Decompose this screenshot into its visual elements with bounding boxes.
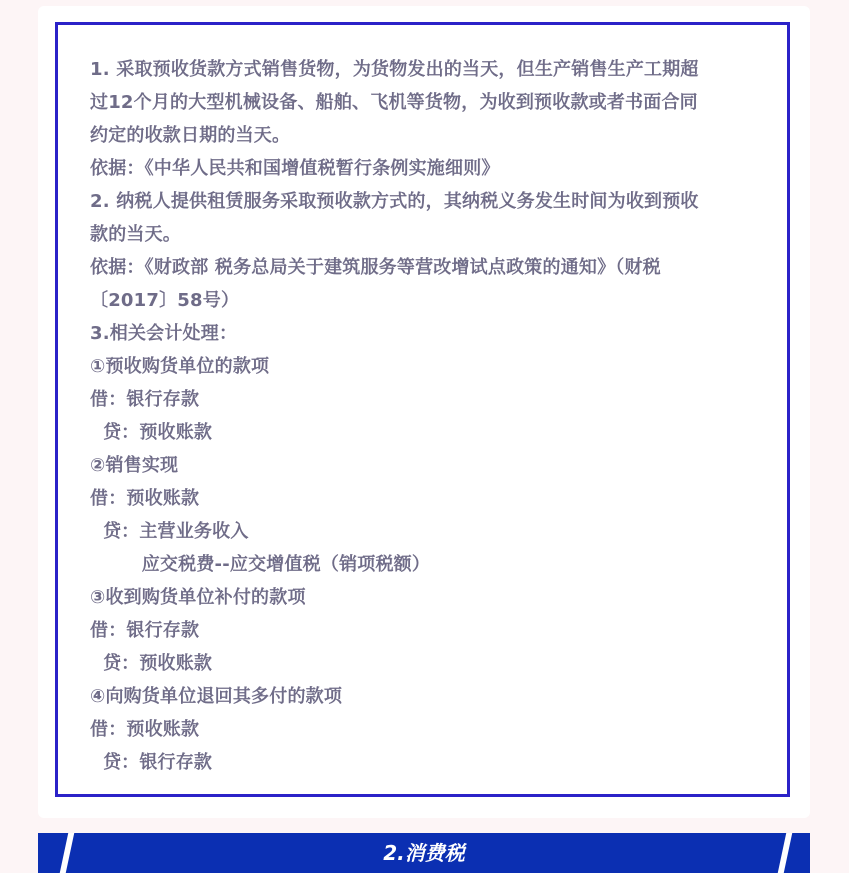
text-line: 〔2017〕58号）	[90, 290, 240, 311]
text-line: 款的当天。	[90, 224, 181, 245]
text-line: 贷：预收账款	[90, 422, 213, 443]
text-line: 借：银行存款	[90, 389, 200, 410]
section-banner	[38, 833, 810, 873]
text-line: 贷：银行存款	[90, 752, 213, 773]
text-line: ①预收购货单位的款项	[90, 356, 270, 377]
text-line: ③收到购货单位补付的款项	[90, 587, 306, 608]
text-line: 应交税费--应交增值税（销项税额）	[90, 554, 431, 575]
text-line: 依据：《财政部 税务总局关于建筑服务等营改增试点政策的通知》（财税	[90, 257, 661, 278]
text-line: 贷：主营业务收入	[90, 521, 249, 542]
text-line: 1. 采取预收货款方式销售货物，为货物发出的当天，但生产销售生产工期超	[90, 59, 699, 80]
text-line: ②销售实现	[90, 455, 179, 476]
text-line: 依据：《中华人民共和国增值税暂行条例实施细则》	[90, 158, 500, 179]
text-line: 过12个月的大型机械设备、船舶、飞机等货物，为收到预收款或者书面合同	[90, 92, 698, 113]
text-line: 借：预收账款	[90, 719, 200, 740]
text-line: 3.相关会计处理：	[90, 323, 238, 344]
section-title: 2.消费税	[383, 841, 465, 865]
text-line: 2. 纳税人提供租赁服务采取预收款方式的，其纳税义务发生时间为收到预收	[90, 191, 699, 212]
text-line: 借：银行存款	[90, 620, 200, 641]
text-line: 借：预收账款	[90, 488, 200, 509]
article-text	[90, 53, 762, 779]
bordered-content-box	[55, 22, 790, 797]
text-line: 贷：预收账款	[90, 653, 213, 674]
text-line: ④向购货单位退回其多付的款项	[90, 686, 343, 707]
text-line: 约定的收款日期的当天。	[90, 125, 291, 146]
